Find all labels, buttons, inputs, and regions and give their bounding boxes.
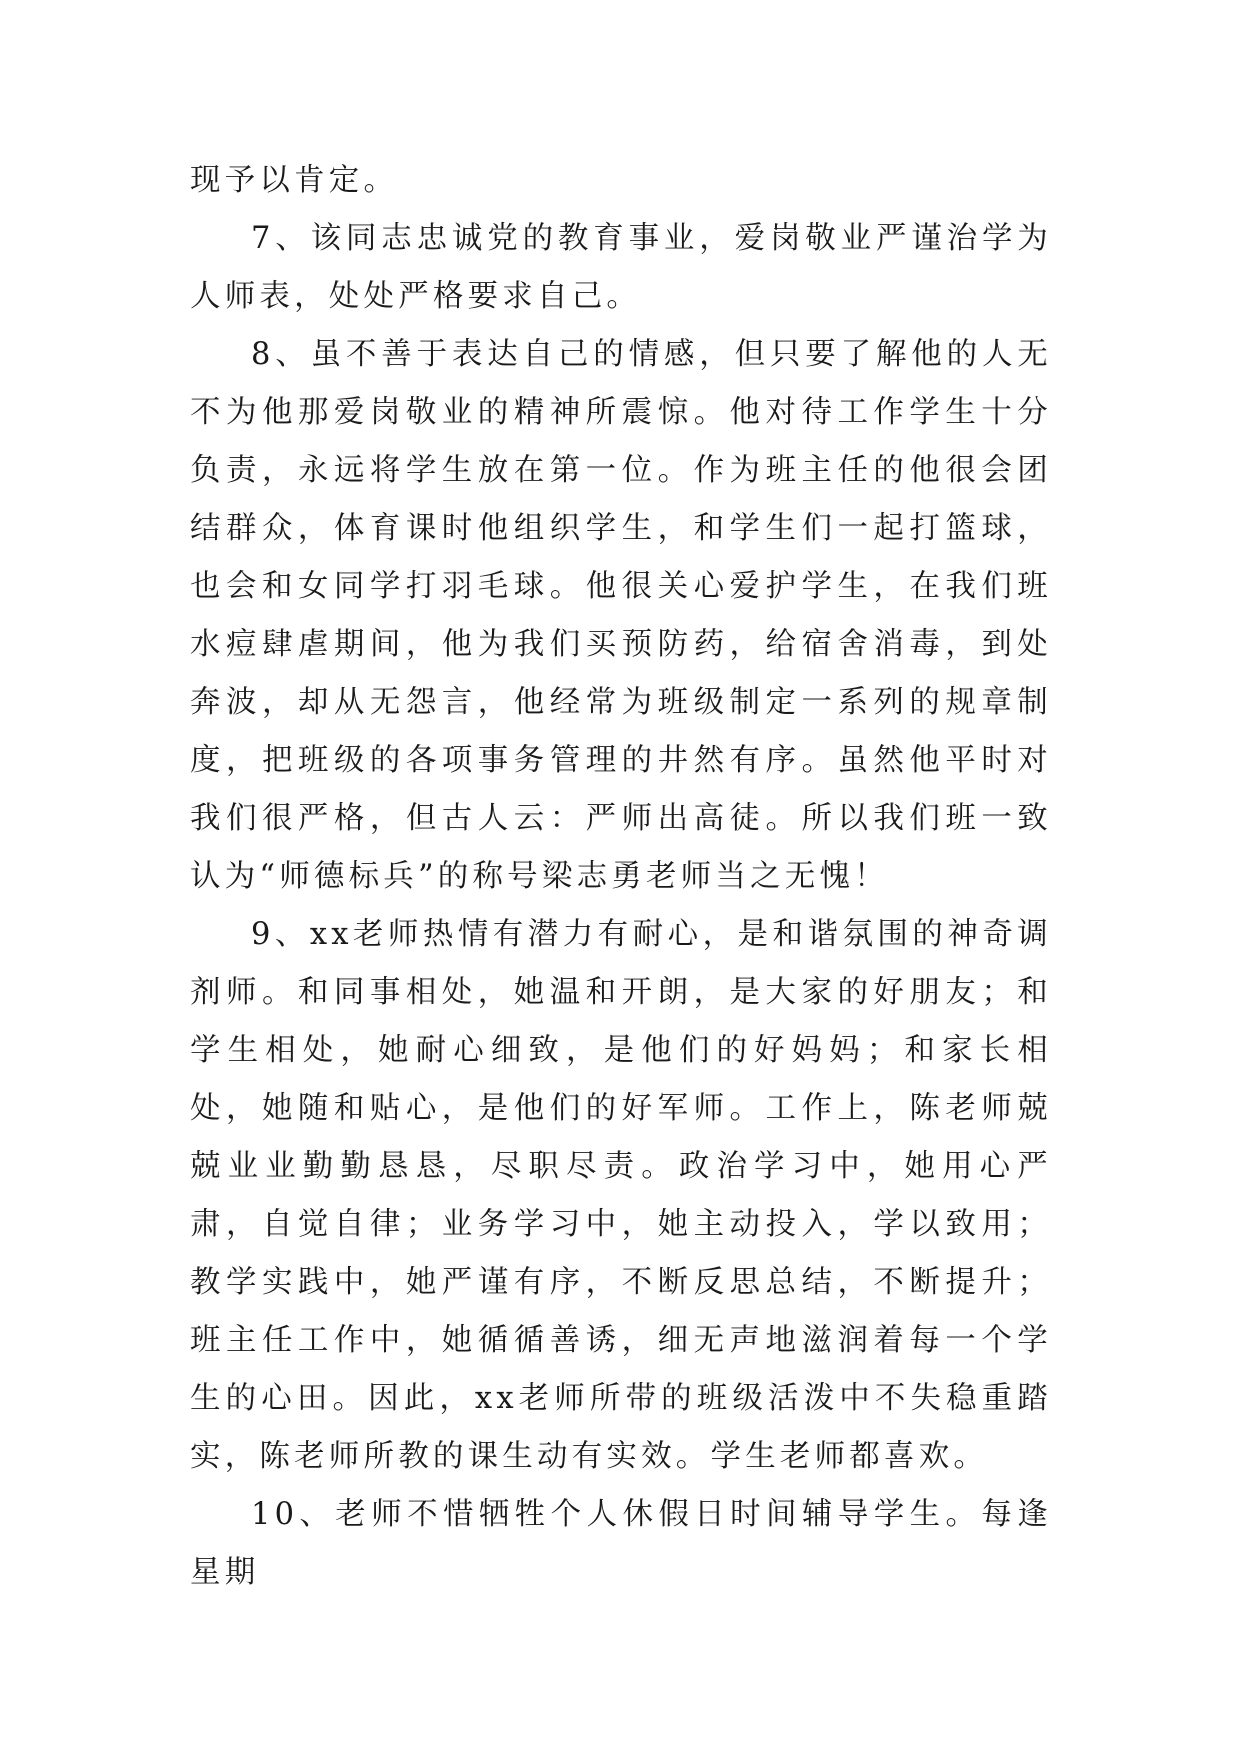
- paragraph-item-7: 7、该同志忠诚党的教育事业，爱岗敬业严谨治学为人师表，处处严格要求自己。: [190, 221, 1052, 314]
- paragraph-item-8: 8、虽不善于表达自己的情感，但只要了解他的人无不为他那爱岗敬业的精神所震惊。他对待工作学生十分负责，永远将学生放在第一位。作为班主任的他很会团结群众，体育课时他组织学生，和学生们一起打篮球，也会和女同学打羽毛球。他很关心爱护学生，在我们班水痘肆虐期间，他为我们买预防药，给宿舍消毒，到处奔波，却从无怨言，他经常为班级制定一系列的规章制度，把班级的各项事务管理的井然有序。虽然他平时对我们很严格，但古人云：严师出高徒。所以我们班一致认为“师德标兵”的称号梁志勇老师当之无愧！: [190, 337, 1052, 894]
- document-body: [190, 152, 1052, 1602]
- paragraph-item-10: 10、老师不惜牺牲个人休假日时间辅导学生。每逢星期: [190, 1497, 1052, 1590]
- paragraph-item-9: 9、xx老师热情有潜力有耐心，是和谐氛围的神奇调剂师。和同事相处，她温和开朗，是大家的好朋友；和学生相处，她耐心细致，是他们的好妈妈；和家长相处，她随和贴心，是他们的好军师。工作上，陈老师兢兢业业勤勤恳恳，尽职尽责。政治学习中，她用心严肃，自觉自律；业务学习中，她主动投入，学以致用；教学实践中，她严谨有序，不断反思总结，不断提升；班主任工作中，她循循善诱，细无声地滋润着每一个学生的心田。因此，xx老师所带的班级活泼中不失稳重踏实，陈老师所教的课生动有实效。学生老师都喜欢。: [190, 917, 1052, 1474]
- paragraph-continued: 现予以肯定。: [190, 163, 399, 198]
